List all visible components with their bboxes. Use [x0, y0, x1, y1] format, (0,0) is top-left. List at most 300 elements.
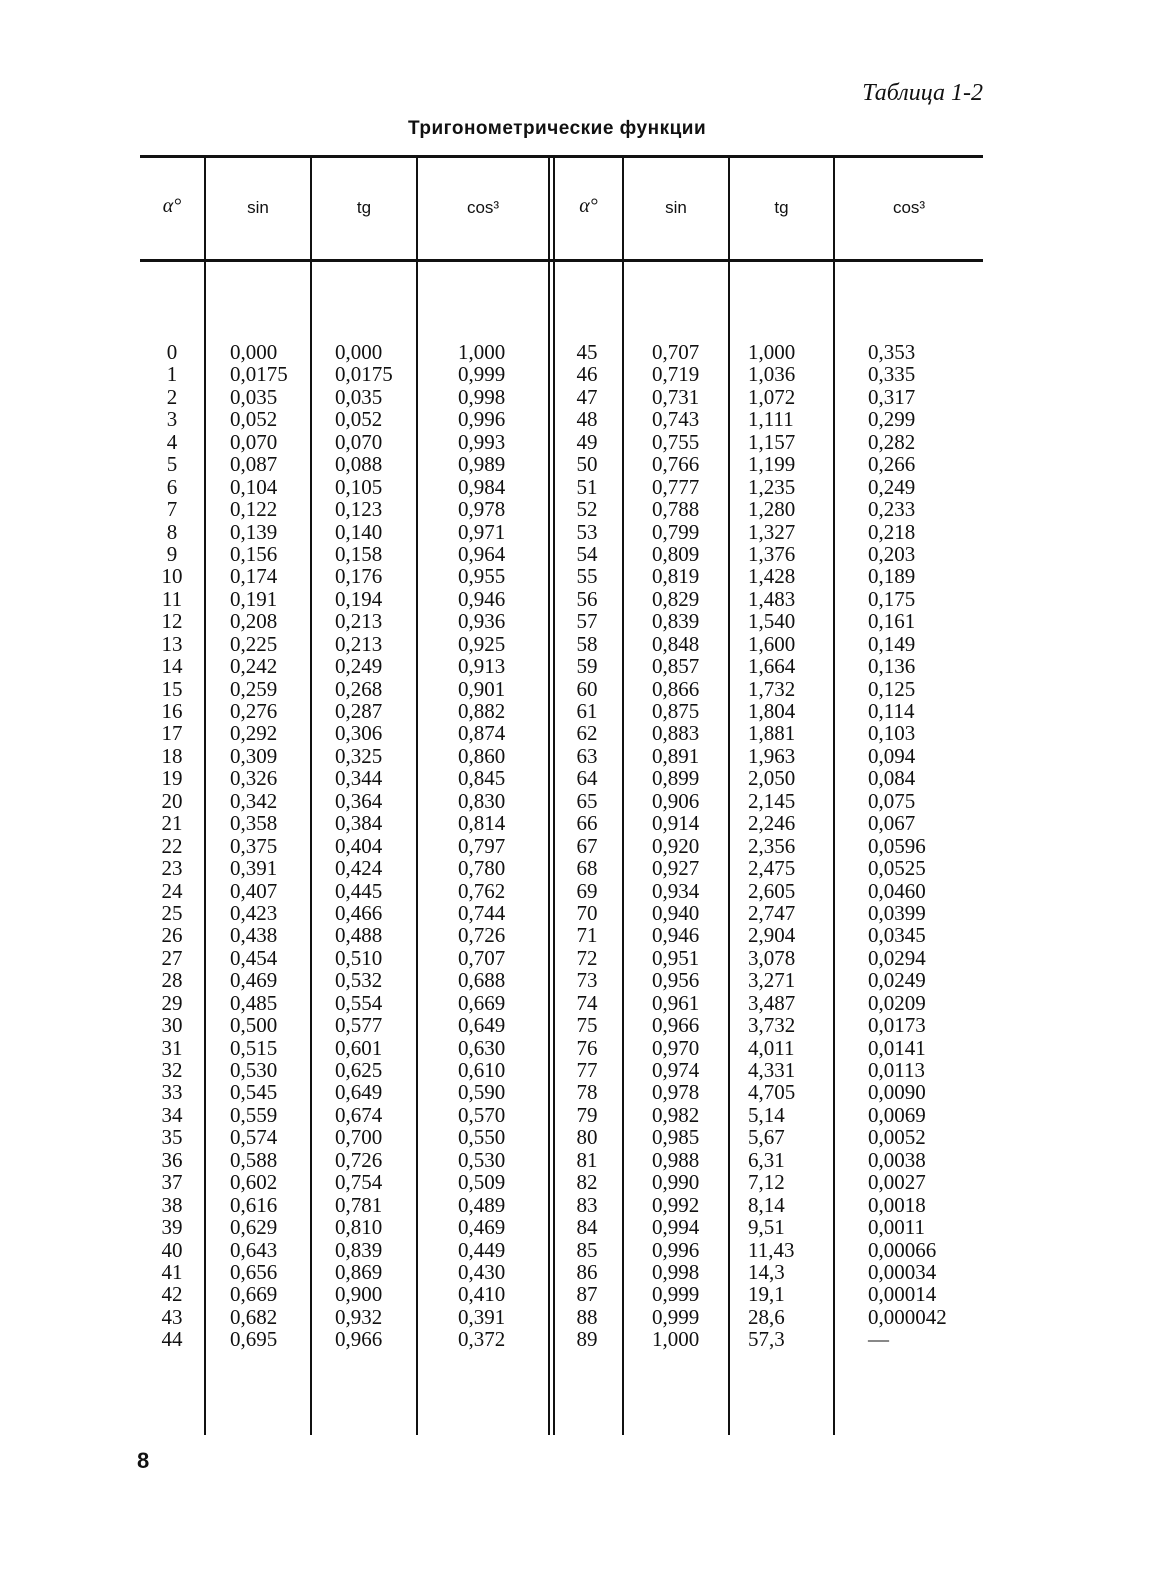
table-cell: 0,000042	[868, 1304, 947, 1329]
table-cell: 67	[576, 833, 598, 858]
table-cell: 0,669	[230, 1282, 278, 1307]
table-cell: 9,51	[748, 1215, 785, 1240]
table-cell: 0,469	[230, 968, 278, 993]
trig-table	[140, 155, 983, 1435]
table-cell: 0,0294	[868, 945, 926, 970]
table-cell: 3,487	[748, 990, 796, 1015]
table-cell: 0,438	[230, 923, 278, 948]
table-cell: 0,674	[335, 1102, 383, 1127]
table-cell: 57,3	[748, 1327, 785, 1352]
table-cell: 62	[576, 721, 598, 746]
table-cell: 28	[161, 968, 183, 993]
table-cell: 0,213	[335, 631, 383, 656]
table-cell: 0,259	[230, 676, 278, 701]
table-cell: 0,989	[458, 452, 506, 477]
table-cell: 0,984	[458, 474, 506, 499]
table-cell: 0,067	[868, 811, 916, 836]
table-cell: 0,974	[652, 1058, 700, 1082]
table-cell: 1,000	[652, 1327, 700, 1352]
table-cell: 42	[161, 1282, 183, 1307]
table-cell: —	[868, 1327, 889, 1352]
table-cell: 0,707	[652, 340, 700, 364]
table-cell: 0,103	[868, 721, 916, 746]
table-cell: 63	[576, 743, 598, 768]
table-cell: 0,122	[230, 497, 278, 522]
table-cell: 40	[161, 1237, 183, 1262]
table-cell: 0,966	[652, 1013, 700, 1038]
table-cell: 0,994	[652, 1215, 700, 1240]
table-cell: 0,123	[335, 497, 383, 522]
table-cell: 0,601	[335, 1035, 383, 1060]
table-cell: 0,136	[868, 654, 916, 679]
table-cell: 0,00014	[868, 1282, 937, 1307]
table-cell: 0,454	[230, 945, 278, 970]
table-cell: 1,664	[748, 654, 796, 679]
header-tg-left: tg	[356, 198, 372, 217]
table-cell: 0,998	[652, 1259, 700, 1284]
table-cell: 0,955	[458, 564, 506, 589]
table-cell: 0,530	[458, 1147, 506, 1172]
table-cell: 0,755	[652, 429, 700, 454]
table-cell: 0,105	[335, 474, 383, 499]
table-cell: 0,966	[335, 1327, 383, 1352]
table-cell: 80	[576, 1125, 598, 1150]
table-cell: 0,488	[335, 923, 383, 948]
table-cell: 0,0596	[868, 833, 926, 858]
table-cell: 0,249	[868, 474, 916, 499]
table-cell: 4,705	[748, 1080, 796, 1105]
table-cell: 0,084	[868, 766, 916, 791]
table-cell: 0,489	[458, 1192, 506, 1217]
column-divider	[728, 158, 730, 1435]
table-cell: 1,376	[748, 541, 796, 566]
header-sin-right: sin	[665, 198, 687, 217]
table-cell: 0,410	[458, 1282, 506, 1307]
table-cell: 0,998	[458, 384, 506, 409]
table-cell: 1	[166, 362, 178, 387]
column-alpha-left	[154, 341, 190, 1351]
table-cell: 88	[576, 1304, 598, 1329]
table-cell: 0,743	[652, 407, 700, 432]
table-cell: 0,946	[652, 923, 700, 948]
column-alpha-right	[567, 341, 607, 1351]
table-cell: 0,809	[652, 541, 700, 566]
table-cell: 0,799	[652, 519, 700, 544]
table-cell: 37	[161, 1170, 183, 1195]
table-cell: 0,649	[335, 1080, 383, 1105]
table-cell: 17	[161, 721, 183, 746]
table-cell: 0,978	[652, 1080, 700, 1105]
table-cell: 0,353	[868, 340, 916, 364]
table-cell: 0,726	[458, 923, 506, 948]
table-cell: 82	[576, 1170, 598, 1195]
table-cell: 1,199	[748, 452, 796, 477]
table-cell: 0,780	[458, 856, 506, 881]
table-cell: 0,189	[868, 564, 916, 589]
table-cell: 0,309	[230, 743, 278, 768]
table-cell: 1,732	[748, 676, 796, 701]
table-cell: 1,804	[748, 699, 796, 723]
table-cell: 38	[161, 1192, 183, 1217]
table-cell: 79	[576, 1102, 598, 1127]
table-cell: 4,331	[748, 1058, 796, 1082]
table-cell: 2,605	[748, 878, 796, 903]
table-cell: 0,087	[230, 452, 278, 477]
column-cos3-left	[458, 341, 546, 1351]
table-cell: 0,0173	[868, 1013, 926, 1038]
table-cell: 43	[161, 1304, 183, 1329]
table-cell: 0,777	[652, 474, 700, 499]
header-cos3-left: cos³	[466, 198, 500, 217]
table-cell: 1,000	[748, 340, 796, 364]
table-cell: 0,996	[652, 1237, 700, 1262]
header-alpha-left: α°	[162, 195, 182, 217]
table-cell: 0,233	[868, 497, 916, 522]
table-cell: 61	[576, 699, 598, 723]
table-cell: 23	[161, 856, 183, 881]
table-cell: 0,788	[652, 497, 700, 522]
table-cell: 0,00066	[868, 1237, 937, 1262]
table-cell: 0,052	[230, 407, 278, 432]
table-cell: 0,961	[652, 990, 700, 1015]
table-cell: 89	[576, 1327, 598, 1352]
table-cell: 0,810	[335, 1215, 383, 1240]
table-cell: 29	[161, 990, 183, 1015]
table-cell: 0,559	[230, 1102, 278, 1127]
table-cell: 1,235	[748, 474, 796, 499]
table-cell: 0,860	[458, 743, 506, 768]
table-cell: 0,830	[458, 788, 506, 813]
table-cell: 15	[161, 676, 183, 701]
table-cell: 1,483	[748, 586, 796, 611]
table-cell: 1,881	[748, 721, 796, 746]
table-number-label: Таблица 1-2	[862, 80, 983, 106]
table-cell: 0,139	[230, 519, 278, 544]
table-cell: 0,218	[868, 519, 916, 544]
table-cell: 0,000	[230, 340, 278, 364]
table-cell: 8	[166, 519, 178, 544]
table-cell: 1,000	[458, 340, 506, 364]
table-cell: 0,000	[335, 340, 383, 364]
table-cell: 0,0141	[868, 1035, 926, 1060]
table-cell: 7,12	[748, 1170, 785, 1195]
table-cell: 0,125	[868, 676, 916, 701]
table-cell: 0,282	[868, 429, 916, 454]
table-cell: 0,423	[230, 900, 278, 925]
table-cell: 26	[161, 923, 183, 948]
table-cell: 0,407	[230, 878, 278, 903]
table-cell: 53	[576, 519, 598, 544]
table-cell: 8,14	[748, 1192, 785, 1217]
table-cell: 0,208	[230, 609, 278, 634]
table-cell: 1,072	[748, 384, 796, 409]
table-cell: 0,430	[458, 1259, 506, 1284]
table-cell: 0,375	[230, 833, 278, 858]
table-cell: 0,700	[335, 1125, 383, 1150]
table-cell: 85	[576, 1237, 598, 1262]
table-cell: 0,914	[652, 811, 700, 836]
table-cell: 0,0460	[868, 878, 926, 903]
table-cell: 0,819	[652, 564, 700, 589]
column-divider	[833, 158, 835, 1435]
table-cell: 0,0113	[868, 1058, 925, 1082]
table-cell: 0,515	[230, 1035, 278, 1060]
table-cell: 0,643	[230, 1237, 278, 1262]
table-cell: 1,036	[748, 362, 796, 387]
table-cell: 4	[166, 429, 178, 454]
table-cell: 5	[166, 452, 178, 477]
table-cell: 0,358	[230, 811, 278, 836]
table-cell: 0,707	[458, 945, 506, 970]
table-cell: 76	[576, 1035, 598, 1060]
half-divider	[548, 158, 555, 1435]
table-cell: 0,0399	[868, 900, 926, 925]
table-cell: 5,67	[748, 1125, 785, 1150]
table-cell: 73	[576, 968, 598, 993]
table-cell: 84	[576, 1215, 598, 1240]
table-cell: 0,726	[335, 1147, 383, 1172]
table-cell: 1,327	[748, 519, 796, 544]
table-cell: 0,940	[652, 900, 700, 925]
table-cell: 55	[576, 564, 598, 589]
table-cell: 14,3	[748, 1259, 785, 1284]
table-cell: 0,449	[458, 1237, 506, 1262]
table-cell: 0,762	[458, 878, 506, 903]
table-cell: 56	[576, 586, 598, 611]
table-cell: 3	[166, 407, 178, 432]
table-cell: 0,175	[868, 586, 916, 611]
table-cell: 6,31	[748, 1147, 785, 1172]
table-cell: 33	[161, 1080, 183, 1105]
table-cell: 14	[161, 654, 183, 679]
table-cell: 1,157	[748, 429, 796, 454]
table-cell: 0,140	[335, 519, 383, 544]
table-cell: 0,242	[230, 654, 278, 679]
table-cell: 0,839	[335, 1237, 383, 1262]
table-cell: 0,610	[458, 1058, 506, 1082]
table-cell: 0,0209	[868, 990, 926, 1015]
table-cell: 19,1	[748, 1282, 785, 1307]
table-cell: 0,194	[335, 586, 383, 611]
table-cell: 24	[161, 878, 183, 903]
table-cell: 48	[576, 407, 598, 432]
table-cell: 0,574	[230, 1125, 278, 1150]
column-tg-left	[335, 341, 413, 1351]
table-cell: 0,070	[230, 429, 278, 454]
table-cell: 0,391	[458, 1304, 506, 1329]
table-cell: 3,078	[748, 945, 796, 970]
table-cell: 0,906	[652, 788, 700, 813]
table-cell: 0,875	[652, 699, 700, 723]
table-cell: 2,145	[748, 788, 796, 813]
table-cell: 0,325	[335, 743, 383, 768]
table-cell: 0,0052	[868, 1125, 926, 1150]
table-cell: 0,344	[335, 766, 383, 791]
table-cell: 0,869	[335, 1259, 383, 1284]
column-divider	[204, 158, 206, 1435]
table-cell: 9	[166, 541, 178, 566]
table-cell: 11,43	[748, 1237, 795, 1262]
table-cell: 0,500	[230, 1013, 278, 1038]
table-cell: 2,246	[748, 811, 796, 836]
table-cell: 0,695	[230, 1327, 278, 1352]
table-cell: 0,391	[230, 856, 278, 881]
table-cell: 0,276	[230, 699, 278, 723]
table-cell: 30	[161, 1013, 183, 1038]
table-cell: 25	[161, 900, 183, 925]
table-cell: 0,203	[868, 541, 916, 566]
table-cell: 0,616	[230, 1192, 278, 1217]
table-cell: 36	[161, 1147, 183, 1172]
header-alpha-right: α°	[579, 195, 598, 217]
table-cell: 41	[161, 1259, 183, 1284]
table-cell: 0,951	[652, 945, 700, 970]
table-cell: 0,956	[652, 968, 700, 993]
table-cell: 32	[161, 1058, 183, 1082]
table-cell: 0,866	[652, 676, 700, 701]
table-cell: 0,978	[458, 497, 506, 522]
table-cell: 3,732	[748, 1013, 796, 1038]
table-cell: 0,342	[230, 788, 278, 813]
table-cell: 0,990	[652, 1170, 700, 1195]
table-cell: 0,306	[335, 721, 383, 746]
table-cell: 0,510	[335, 945, 383, 970]
table-cell: 0,814	[458, 811, 506, 836]
table-header	[140, 158, 983, 259]
table-cell: 2,050	[748, 766, 796, 791]
table-cell: 0,104	[230, 474, 278, 499]
table-cell: 0,404	[335, 833, 383, 858]
table-cell: 0,999	[652, 1282, 700, 1307]
table-cell: 0,577	[335, 1013, 383, 1038]
table-cell: 0,992	[652, 1192, 700, 1217]
column-divider	[622, 158, 624, 1435]
table-cell: 0,114	[868, 699, 915, 723]
table-cell: 0,766	[652, 452, 700, 477]
table-cell: 0,149	[868, 631, 916, 656]
table-cell: 0,00034	[868, 1259, 937, 1284]
table-cell: 0,0249	[868, 968, 926, 993]
table-cell: 0,744	[458, 900, 506, 925]
column-sin-left	[230, 341, 308, 1351]
table-cell: 2,747	[748, 900, 796, 925]
table-cell: 0,719	[652, 362, 700, 387]
table-cell: 1,600	[748, 631, 796, 656]
column-sin-right	[652, 341, 726, 1351]
table-cell: 0,602	[230, 1170, 278, 1195]
table-cell: 0	[166, 340, 178, 364]
table-cell: 66	[576, 811, 598, 836]
table-cell: 0,384	[335, 811, 383, 836]
table-cell: 0,317	[868, 384, 916, 409]
table-cell: 78	[576, 1080, 598, 1105]
table-cell: 0,920	[652, 833, 700, 858]
table-cell: 58	[576, 631, 598, 656]
table-cell: 1,111	[748, 407, 794, 432]
table-cell: 0,754	[335, 1170, 383, 1195]
page-title: Тригонометрические функции	[408, 118, 707, 139]
table-cell: 0,797	[458, 833, 506, 858]
table-cell: 0,364	[335, 788, 383, 813]
table-cell: 0,0038	[868, 1147, 926, 1172]
table-cell: 64	[576, 766, 598, 791]
table-cell: 0,213	[335, 609, 383, 634]
table-cell: 0,629	[230, 1215, 278, 1240]
table-cell: 0,287	[335, 699, 383, 723]
table-cell: 39	[161, 1215, 183, 1240]
table-header-rule	[140, 259, 983, 262]
table-cell: 69	[576, 878, 598, 903]
table-cell: 16	[161, 699, 183, 723]
table-cell: 65	[576, 788, 598, 813]
table-cell: 0,249	[335, 654, 383, 679]
table-cell: 1,963	[748, 743, 796, 768]
table-cell: 6	[166, 474, 178, 499]
table-cell: 0,848	[652, 631, 700, 656]
table-cell: 77	[576, 1058, 598, 1082]
table-cell: 0,372	[458, 1327, 506, 1352]
table-cell: 52	[576, 497, 598, 522]
table-cell: 2	[166, 384, 178, 409]
table-cell: 22	[161, 833, 183, 858]
table-cell: 0,839	[652, 609, 700, 634]
table-cell: 60	[576, 676, 598, 701]
table-cell: 35	[161, 1125, 183, 1150]
table-cell: 0,088	[335, 452, 383, 477]
table-cell: 0,070	[335, 429, 383, 454]
column-divider	[416, 158, 418, 1435]
table-cell: 13	[161, 631, 183, 656]
table-cell: 1,540	[748, 609, 796, 634]
table-cell: 44	[161, 1327, 183, 1352]
table-cell: 0,946	[458, 586, 506, 611]
table-cell: 0,075	[868, 788, 916, 813]
table-cell: 0,469	[458, 1215, 506, 1240]
table-cell: 0,094	[868, 743, 916, 768]
table-cell: 0,927	[652, 856, 700, 881]
column-divider	[310, 158, 312, 1435]
table-cell: 0,570	[458, 1102, 506, 1127]
table-cell: 0,993	[458, 429, 506, 454]
table-cell: 0,292	[230, 721, 278, 746]
header-tg-right: tg	[774, 198, 789, 217]
table-cell: 0,035	[335, 384, 383, 409]
column-cos3-right	[868, 341, 980, 1351]
table-cell: 7	[166, 497, 178, 522]
table-cell: 0,0090	[868, 1080, 926, 1105]
table-cell: 0,891	[652, 743, 700, 768]
table-cell: 68	[576, 856, 598, 881]
table-cell: 0,964	[458, 541, 506, 566]
table-cell: 0,781	[335, 1192, 383, 1217]
table-cell: 70	[576, 900, 598, 925]
table-cell: 0,900	[335, 1282, 383, 1307]
table-cell: 2,356	[748, 833, 796, 858]
table-cell: 46	[576, 362, 598, 387]
table-cell: 0,266	[868, 452, 916, 477]
table-cell: 28,6	[748, 1304, 785, 1329]
table-cell: 10	[161, 564, 183, 589]
table-cell: 0,299	[868, 407, 916, 432]
table-cell: 0,545	[230, 1080, 278, 1105]
table-cell: 0,688	[458, 968, 506, 993]
table-cell: 0,156	[230, 541, 278, 566]
table-cell: 72	[576, 945, 598, 970]
table-cell: 87	[576, 1282, 598, 1307]
table-cell: 0,0069	[868, 1102, 926, 1127]
table-cell: 0,0175	[335, 362, 393, 387]
table-cell: 49	[576, 429, 598, 454]
